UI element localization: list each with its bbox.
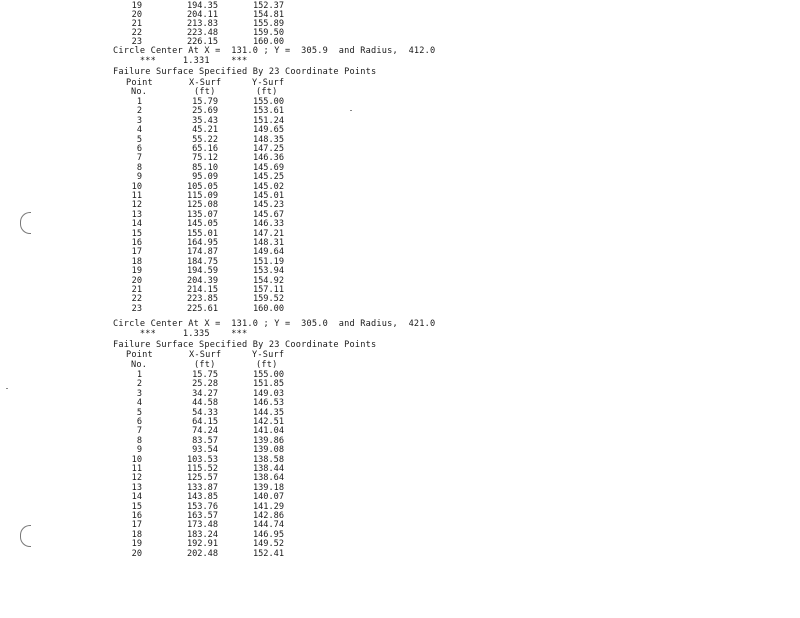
header-no-2: No. (131, 360, 148, 370)
y-surf-value: 149.03 (252, 388, 284, 399)
point-number: 21 (131, 19, 142, 29)
x-surf-value: 194.59 (186, 266, 218, 277)
point-number: 20 (131, 548, 142, 559)
point-number: 13 (131, 209, 142, 220)
x-surf-value: 164.95 (186, 238, 218, 248)
x-surf-value: 83.57 (192, 435, 218, 446)
header-xsurf-1: X-Surf (189, 78, 222, 88)
x-surf-value: 223.85 (186, 294, 218, 305)
y-surf-value: 139.86 (252, 435, 284, 446)
y-surf-value: 139.08 (252, 445, 284, 456)
y-surf-value: 149.65 (252, 125, 284, 136)
x-surf-value: 135.07 (186, 209, 218, 220)
point-number: 5 (136, 407, 142, 418)
x-surf-value: 34.27 (192, 388, 218, 399)
point-number: 16 (131, 511, 142, 521)
x-surf-value: 145.05 (186, 219, 218, 230)
point-number: 8 (136, 162, 142, 173)
x-surf-value: 202.48 (186, 548, 218, 559)
x-surf-value: 125.08 (186, 200, 218, 211)
y-surf-value: 153.94 (252, 266, 284, 277)
y-surf-value: 145.02 (252, 181, 284, 192)
point-number: 4 (136, 398, 142, 409)
x-surf-value: 125.57 (186, 473, 218, 484)
point-number: 18 (131, 256, 142, 267)
y-surf-value: 154.92 (252, 275, 284, 286)
y-surf-value: 151.19 (252, 256, 284, 267)
x-surf-value: 25.28 (192, 379, 218, 390)
x-surf-value: 213.83 (186, 19, 218, 29)
y-surf-value: 147.21 (252, 228, 284, 239)
header-point-2: Point (126, 350, 153, 360)
binder-hole-mark (20, 212, 31, 234)
point-number: 22 (131, 28, 142, 38)
x-surf-value: 204.11 (186, 10, 218, 20)
y-surf-value: 145.69 (252, 162, 284, 173)
x-surf-value: 155.01 (186, 228, 218, 239)
point-number: 4 (136, 125, 142, 136)
y-surf-value: 148.31 (252, 238, 284, 248)
point-number: 13 (131, 482, 142, 493)
point-number: 2 (136, 379, 142, 390)
y-surf-value: 142.86 (252, 511, 284, 521)
point-number: 1 (136, 370, 142, 380)
y-surf-value: 160.00 (252, 37, 284, 47)
y-surf-value: 153.61 (252, 106, 284, 117)
y-surf-value: 151.85 (252, 379, 284, 390)
x-surf-value: 55.22 (192, 134, 218, 145)
x-surf-value: 223.48 (186, 28, 218, 38)
x-surf-value: 85.10 (192, 162, 218, 173)
x-surf-value: 204.39 (186, 275, 218, 286)
point-number: 15 (131, 501, 142, 512)
point-number: 7 (136, 426, 142, 437)
point-number: 19 (131, 1, 142, 11)
y-surf-value: 145.67 (252, 209, 284, 220)
header-ysurf-2: Y-Surf (252, 350, 285, 360)
point-number: 20 (131, 10, 142, 20)
y-surf-value: 140.07 (252, 492, 284, 503)
x-surf-value: 54.33 (192, 407, 218, 418)
point-number: 23 (131, 303, 142, 314)
x-surf-value: 133.87 (186, 482, 218, 493)
y-surf-value: 145.23 (252, 200, 284, 211)
x-surf-value: 115.09 (186, 191, 218, 201)
point-number: 18 (131, 529, 142, 540)
point-number: 1 (136, 97, 142, 107)
scan-speck (6, 388, 8, 389)
y-surf-value: 155.89 (252, 19, 284, 29)
y-surf-value: 157.11 (252, 285, 284, 295)
x-surf-value: 115.52 (186, 464, 218, 474)
safety-factor-line-1: *** 1.331 *** (113, 56, 248, 66)
point-number: 22 (131, 294, 142, 305)
header-yunit-1: (ft) (256, 87, 278, 97)
y-surf-value: 159.52 (252, 294, 284, 305)
y-surf-value: 146.36 (252, 153, 284, 164)
y-surf-value: 145.01 (252, 191, 284, 201)
point-number: 10 (131, 454, 142, 465)
y-surf-value: 141.29 (252, 501, 284, 512)
point-number: 19 (131, 539, 142, 550)
x-surf-value: 105.05 (186, 181, 218, 192)
header-xsurf-2: X-Surf (189, 350, 222, 360)
x-surf-value: 194.35 (186, 1, 218, 11)
y-surf-value: 146.33 (252, 219, 284, 230)
y-surf-value: 139.18 (252, 482, 284, 493)
point-number: 17 (131, 247, 142, 258)
point-number: 11 (131, 191, 142, 201)
y-surf-value: 149.52 (252, 539, 284, 550)
binder-hole-mark (20, 525, 31, 547)
y-surf-value: 148.35 (252, 134, 284, 145)
x-surf-value: 25.69 (192, 106, 218, 117)
point-number: 8 (136, 435, 142, 446)
point-number: 6 (136, 417, 142, 427)
point-number: 21 (131, 285, 142, 295)
y-surf-value: 142.51 (252, 417, 284, 427)
x-surf-value: 15.75 (192, 370, 218, 380)
y-surf-value: 152.41 (252, 548, 284, 559)
x-surf-value: 143.85 (186, 492, 218, 503)
header-yunit-2: (ft) (256, 360, 278, 370)
circle-center-line-1: Circle Center At X = 131.0 ; Y = 305.9 and Radius, 412.0 (113, 46, 436, 56)
x-surf-value: 93.54 (192, 445, 218, 456)
x-surf-value: 45.21 (192, 125, 218, 136)
x-surf-value: 183.24 (186, 529, 218, 540)
point-number: 20 (131, 275, 142, 286)
y-surf-value: 144.35 (252, 407, 284, 418)
point-number: 14 (131, 219, 142, 230)
point-number: 5 (136, 134, 142, 145)
header-xunit-1: (ft) (194, 87, 216, 97)
x-surf-value: 163.57 (186, 511, 218, 521)
x-surf-value: 226.15 (186, 37, 218, 47)
y-surf-value: 152.37 (252, 1, 284, 11)
circle-center-line-2: Circle Center At X = 131.0 ; Y = 305.0 and Radius, 421.0 (113, 319, 436, 329)
y-surf-value: 151.24 (252, 115, 284, 126)
point-number: 23 (131, 37, 142, 47)
point-number: 15 (131, 228, 142, 239)
x-surf-value: 173.48 (186, 520, 218, 531)
y-surf-value: 144.74 (252, 520, 284, 531)
failure-surface-title-1: Failure Surface Specified By 23 Coordinate Points (113, 67, 377, 77)
point-number: 9 (136, 172, 142, 183)
x-surf-value: 184.75 (186, 256, 218, 267)
x-surf-value: 75.12 (192, 153, 218, 164)
y-surf-value: 149.64 (252, 247, 284, 258)
x-surf-value: 103.53 (186, 454, 218, 465)
point-number: 10 (131, 181, 142, 192)
y-surf-value: 147.25 (252, 144, 284, 154)
header-ysurf-1: Y-Surf (252, 78, 285, 88)
y-surf-value: 154.81 (252, 10, 284, 20)
scan-speck (350, 110, 352, 111)
point-number: 3 (136, 388, 142, 399)
point-number: 12 (131, 473, 142, 484)
safety-factor-line-2: *** 1.335 *** (113, 329, 248, 339)
y-surf-value: 155.00 (252, 370, 284, 380)
y-surf-value: 138.44 (252, 464, 284, 474)
x-surf-value: 214.15 (186, 285, 218, 295)
y-surf-value: 138.58 (252, 454, 284, 465)
y-surf-value: 159.50 (252, 28, 284, 38)
x-surf-value: 64.15 (192, 417, 218, 427)
failure-surface-title-2: Failure Surface Specified By 23 Coordinate Points (113, 340, 377, 350)
x-surf-value: 174.87 (186, 247, 218, 258)
x-surf-value: 15.79 (192, 97, 218, 107)
point-number: 2 (136, 106, 142, 117)
header-xunit-2: (ft) (194, 360, 216, 370)
point-number: 9 (136, 445, 142, 456)
y-surf-value: 155.00 (252, 97, 284, 107)
point-number: 11 (131, 464, 142, 474)
point-number: 19 (131, 266, 142, 277)
y-surf-value: 146.53 (252, 398, 284, 409)
y-surf-value: 145.25 (252, 172, 284, 183)
point-number: 14 (131, 492, 142, 503)
point-number: 3 (136, 115, 142, 126)
y-surf-value: 160.00 (252, 303, 284, 314)
x-surf-value: 74.24 (192, 426, 218, 437)
point-number: 7 (136, 153, 142, 164)
y-surf-value: 141.04 (252, 426, 284, 437)
point-number: 6 (136, 144, 142, 154)
x-surf-value: 65.16 (192, 144, 218, 154)
x-surf-value: 35.43 (192, 115, 218, 126)
x-surf-value: 192.91 (186, 539, 218, 550)
x-surf-value: 44.58 (192, 398, 218, 409)
point-number: 17 (131, 520, 142, 531)
y-surf-value: 146.95 (252, 529, 284, 540)
point-number: 16 (131, 238, 142, 248)
header-point-1: Point (126, 78, 153, 88)
header-no-1: No. (131, 87, 148, 97)
x-surf-value: 95.09 (192, 172, 218, 183)
x-surf-value: 225.61 (186, 303, 218, 314)
point-number: 12 (131, 200, 142, 211)
x-surf-value: 153.76 (186, 501, 218, 512)
y-surf-value: 138.64 (252, 473, 284, 484)
